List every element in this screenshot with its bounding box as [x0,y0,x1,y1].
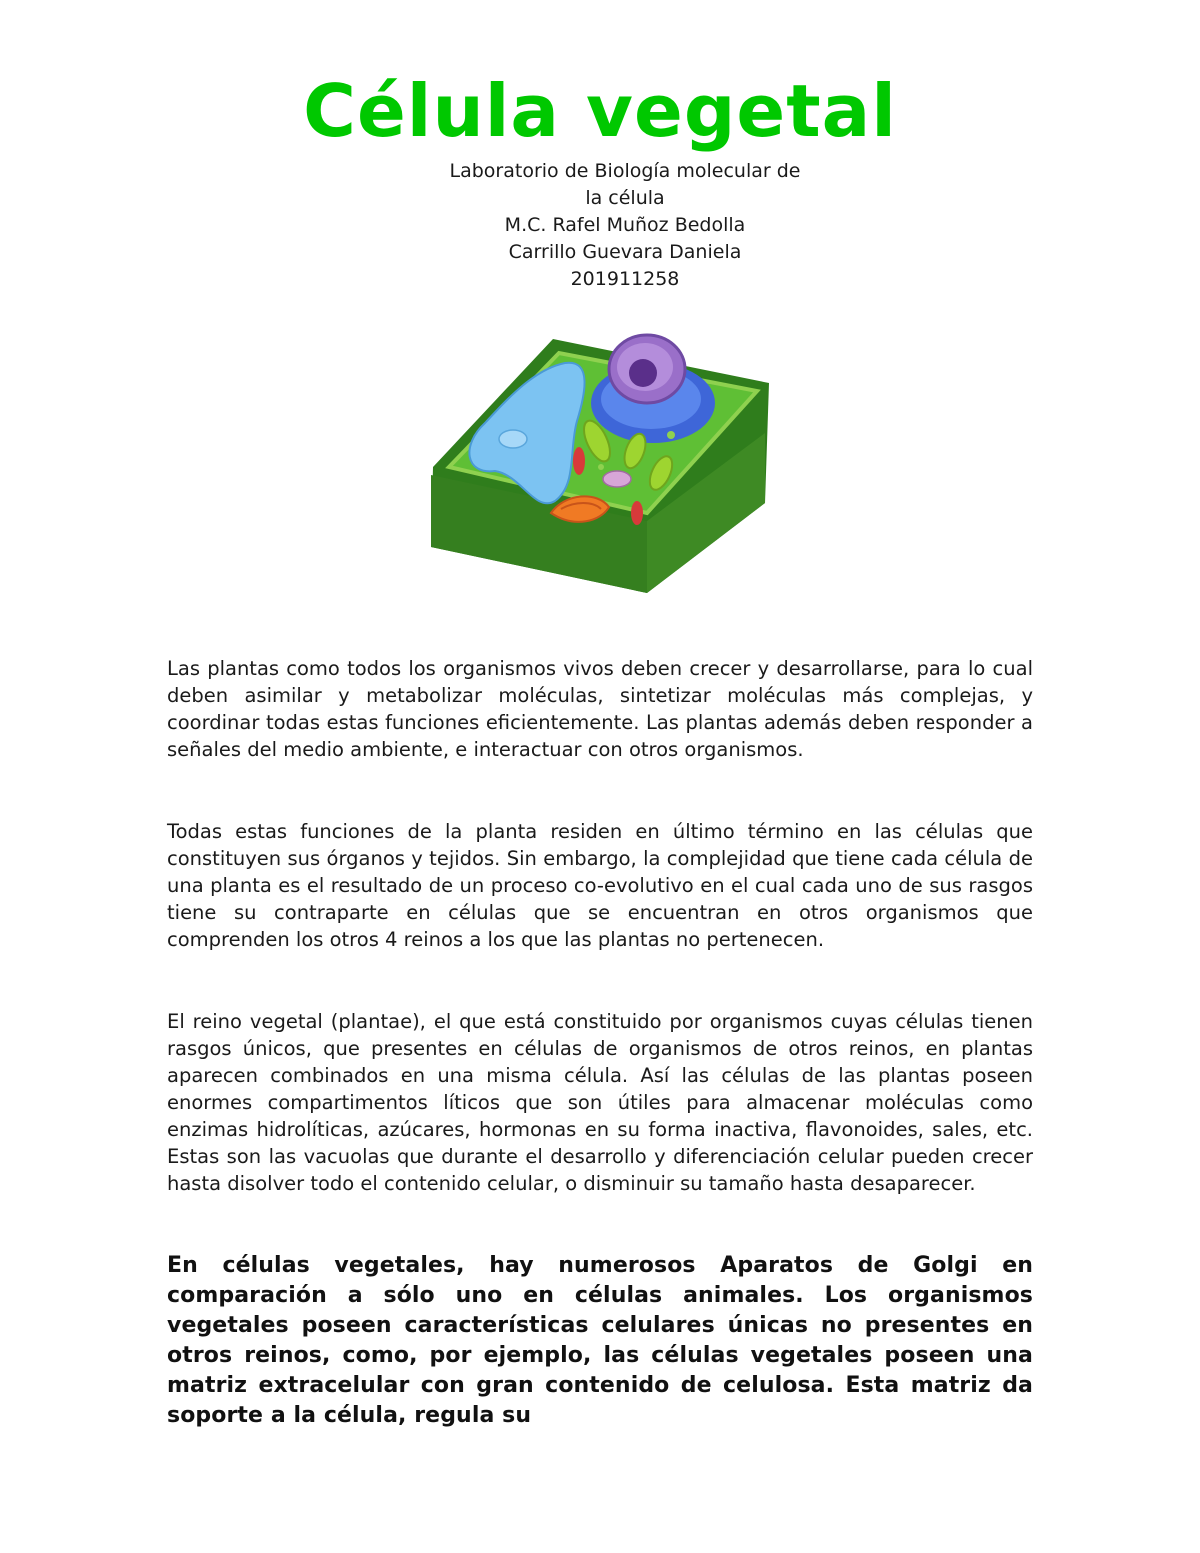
byline-line: Carrillo Guevara Daniela [508,241,742,263]
paragraph-bold: En células vegetales, hay numerosos Aparatos de Golgi en comparación a sólo uno en células animales. Los organismos vegetales poseen características celulares únicas no presentes en otros reinos, como, por ejemplo, las células vegetales poseen una matriz extracelular con gran contenido de celulosa. Esta matriz da soporte a la célula, regula su [167,1253,1033,1428]
mitochondrion [631,501,643,525]
byline-line: M.C. Rafel Muñoz Bedolla [504,214,746,236]
mitochondrion [573,447,585,475]
vacuole-highlight [499,430,527,448]
byline [0,158,1200,286]
paragraph: Todas estas funciones de la planta residen en último término en las células que constituyen sus órganos y tejidos. Sin embargo, la complejidad que tiene cada célula de una planta es el resultado de un proceso co-evolutivo en el cual cada uno de sus rasgos tiene su contraparte en células que se encuentran en otros organismos que comprenden los otros 4 reinos a los que las plantas no pertenecen. [167,820,1033,951]
vesicle [667,431,675,439]
vesicle [598,464,604,470]
paragraph: Las plantas como todos los organismos vivos deben crecer y desarrollarse, para lo cual deben asimilar y metabolizar moléculas, sintetizar moléculas más complejas, y coordinar todas estas funciones eficientemente. Las plantas además deben responder a señales del medio ambiente, e interactuar con otros organismos. [167,657,1033,761]
lysosome [603,471,631,487]
byline-line: Laboratorio de Biología molecular de [449,160,801,182]
byline-line: la célula [585,187,665,209]
nucleolus [629,359,657,387]
paragraph: El reino vegetal (plantae), el que está constituido por organismos cuyas células tienen rasgos únicos, que presentes en células de organismos de otros reinos, en plantas aparecen combinados en una misma célula. Así las células de las plantas poseen enormes compartimentos líticos que son útiles para almacenar moléculas como enzimas hidrolíticas, azúcares, hormonas en su forma inactiva, flavonoides, sales, etc. Estas son las vacuolas que durante el desarrollo y diferenciación celular pueden crecer hasta disolver todo el contenido celular, o disminuir su tamaño hasta desaparecer. [167,1010,1033,1195]
byline-line: 201911258 [570,268,680,286]
plant-cell-illustration [425,325,775,600]
document-title: Célula vegetal [303,69,897,154]
